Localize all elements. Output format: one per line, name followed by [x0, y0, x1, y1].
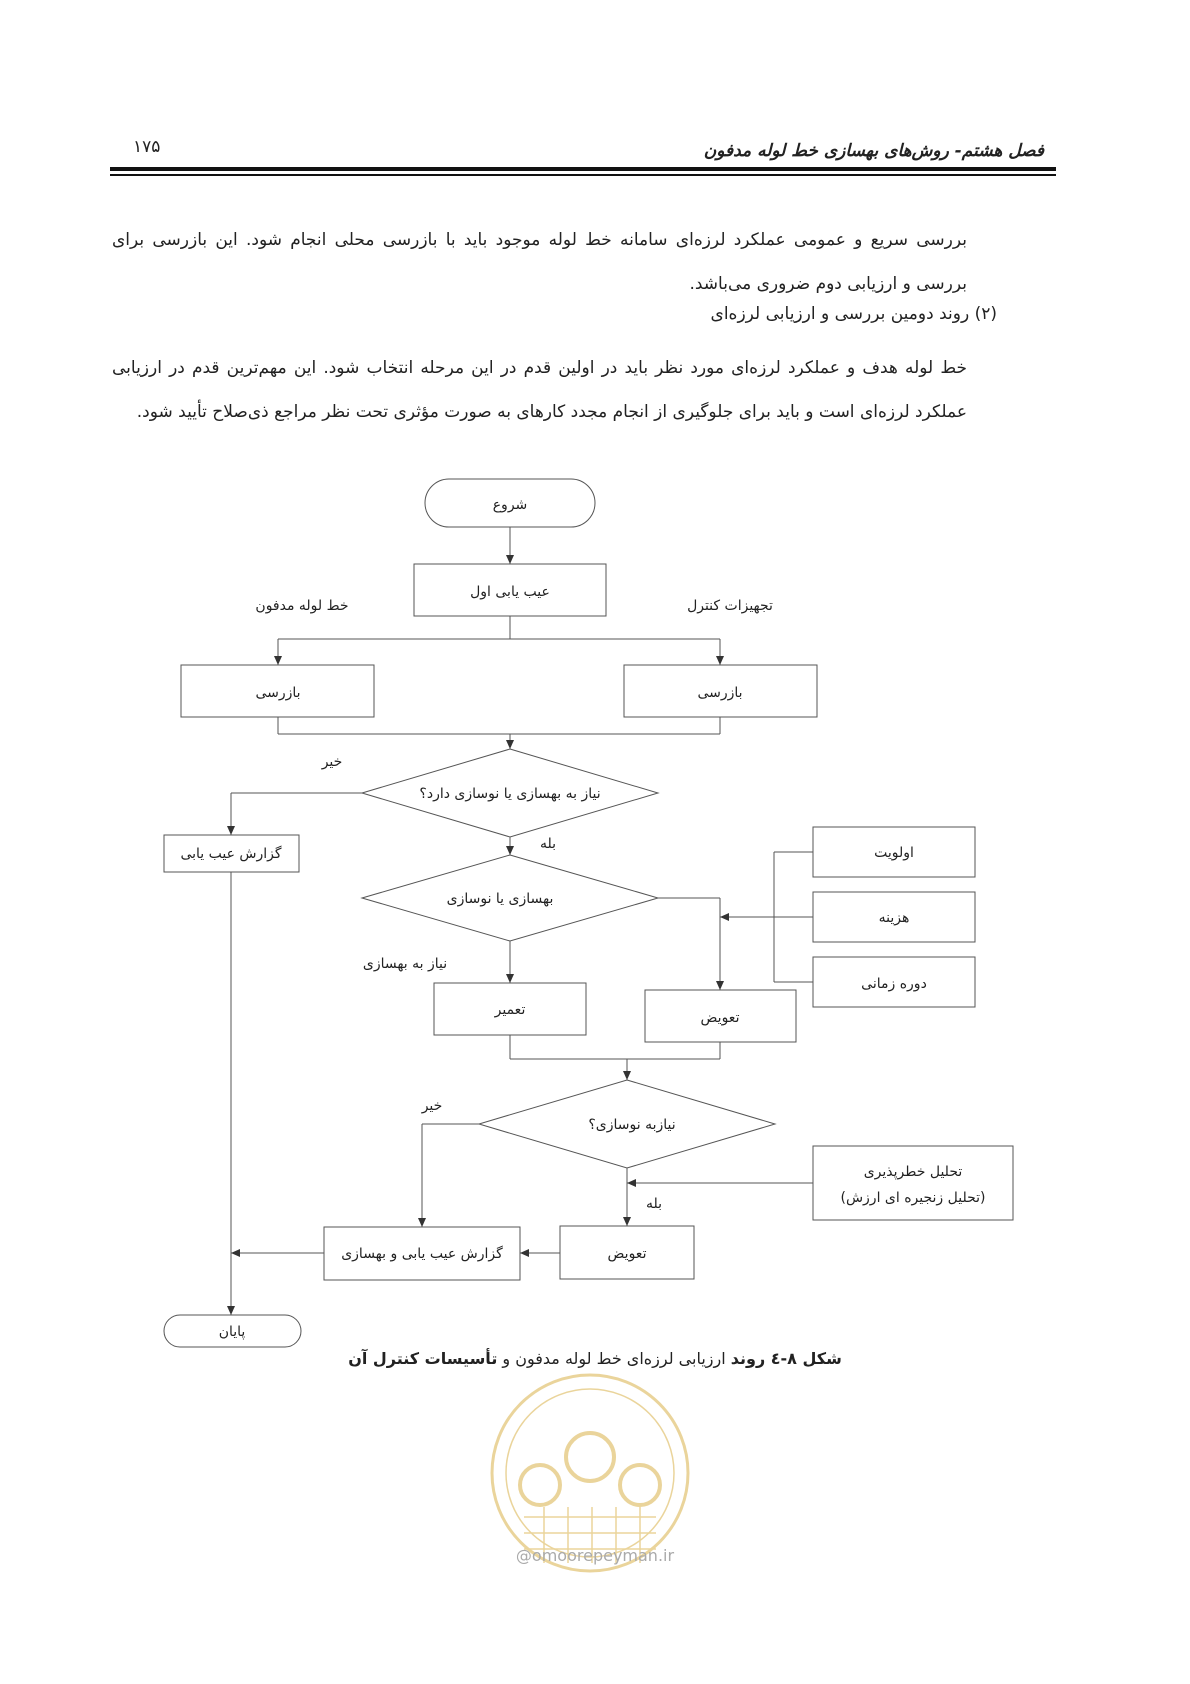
watermark-logo [484, 1367, 696, 1627]
yes-label-1: بله [539, 836, 557, 852]
end-label: پایان [218, 1324, 246, 1340]
page-number: ۱۷۵ [133, 137, 161, 157]
paragraph-1: بررسی سریع و عمومی عملکرد لرزه‌ای سامانه خط لوله موجود باید با بازرسی محلی انجام شود. این بازرسی برای بررسی و ارزیابی دوم ضروری می‌باشد. [112, 230, 967, 294]
chapter-title: فصل هشتم- روش‌های بهسازی خط لوله مدفون [703, 141, 1044, 161]
repair-label: تعمیر [494, 1002, 526, 1018]
start-label: شروع [492, 497, 528, 513]
control-equipment-label: تجهیزات کنترل [687, 598, 773, 614]
diagnosis-report-label: گزارش عیب یابی [180, 846, 282, 862]
no-label-1: خیر [321, 754, 343, 770]
caption-normal: ارزیابی لرزه‌ای خط لوله مدفون و [497, 1349, 731, 1368]
decision-need-label: نیاز به بهسازی یا نوسازی دارد؟ [419, 786, 601, 802]
section-heading: (۲) روند دومین بررسی و ارزیابی لرزه‌ای [710, 304, 997, 324]
no-label-2: خیر [421, 1098, 443, 1114]
yes-label-2: بله [645, 1196, 663, 1212]
paragraph-2: خط لوله هدف و عملکرد لرزه‌ای مورد نظر باید در اولین قدم در این مرحله انتخاب شود. این مهم‌ترین قدم در ارزیابی عملکرد لرزه‌ای است و باید برای جلوگیری از انجام مجدد کارهای به صورت مؤثری تحت نظر مراجع ذی‌صلاح تأیید شود. [112, 358, 967, 422]
inspection-left-label: بازرسی [255, 685, 301, 701]
priority-label: اولویت [874, 845, 914, 861]
inspection-right-label: بازرسی [697, 685, 743, 701]
watermark-url: @omoorepeyman.ir [515, 1546, 675, 1565]
replace-label-2: تعویض [607, 1246, 647, 1262]
cost-label: هزینه [878, 910, 910, 926]
caption-bold-2: تأسیسات کنترل آن [348, 1349, 498, 1368]
need-retrofit-label: نیاز به بهسازی [362, 956, 448, 972]
time-period-label: دوره زمانی [861, 976, 927, 992]
buried-pipeline-label: خط لوله مدفون [255, 598, 349, 614]
replace-label-1: تعویض [700, 1010, 740, 1026]
risk-analysis-box [813, 1146, 1013, 1220]
decision-type-label: بهسازی یا نوسازی [446, 891, 554, 907]
first-diagnosis-label: عیب یابی اول [470, 584, 550, 600]
final-report-label: گزارش عیب یابی و بهسازی [341, 1246, 503, 1262]
decision-renewal-label: نیازبه نوسازی؟ [588, 1117, 676, 1133]
risk-analysis-line2: (تحلیل زنجیره ای ارزش) [840, 1190, 986, 1206]
caption-bold-1: شکل ۸-٤ روند [730, 1349, 842, 1368]
figure-caption [0, 1349, 1190, 1368]
risk-analysis-line1: تحلیل خطرپذیری [863, 1164, 963, 1180]
